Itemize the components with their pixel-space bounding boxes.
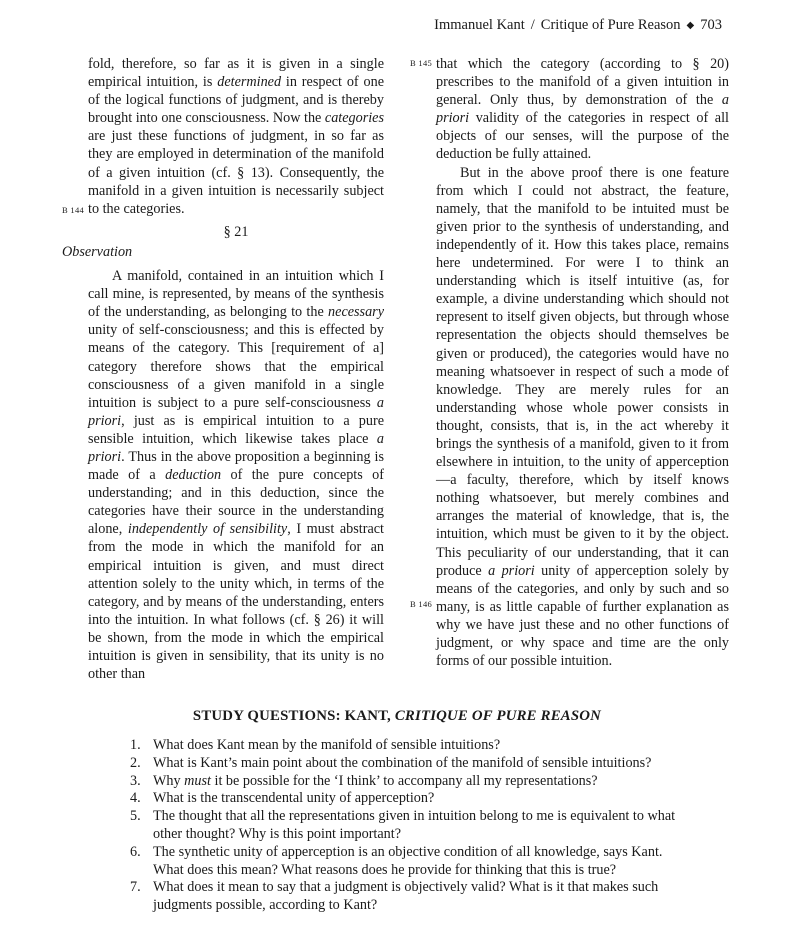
question-number: 1.: [130, 737, 141, 753]
study-question-item: [130, 844, 678, 880]
study-question-item: [130, 755, 678, 773]
running-header: [434, 17, 722, 34]
right-column: [436, 55, 729, 670]
question-text: [153, 755, 678, 773]
header-ornament: ◆: [686, 20, 695, 31]
text-run: are just these functions of judgment, in so far as they are employed in determination of the manifold of a given intuition (cf. § 13). Consequently, the manifold in a given intuition is necessarily subject to the categories.: [88, 128, 384, 217]
text-run: What is Kant’s main point about the combination of the manifold of sensible intuitions?: [153, 754, 652, 771]
left-paragraph-2: [88, 267, 384, 683]
section-heading: § 21: [223, 223, 249, 240]
italic-text: deduction: [165, 467, 222, 484]
study-question-item: [130, 773, 678, 791]
margin-note-b145: B 145: [410, 58, 433, 68]
study-question-item: [130, 808, 678, 844]
study-question-item: [130, 790, 678, 808]
question-text: [153, 773, 678, 791]
italic-text: determined: [217, 74, 282, 91]
question-text: [153, 737, 678, 755]
header-author: Immanuel Kant: [434, 17, 525, 33]
text-run: What does it mean to say that a judgment is objectively valid? What is it that makes such judgments possible, according to Kant?: [153, 879, 659, 914]
italic-text: categories: [324, 110, 384, 127]
italic-text: must: [184, 772, 211, 789]
text-run: , I must abstract from the mode in which the manifold for an empirical intuition is given, and must direct attention solely to the unity which, in terms of the category, and by means of the understanding, enters into the intuition. In what follows (cf. § 26) it will be shown, from the mode in which the empirical intuition is given in sensibility, that its unity is no other than: [88, 521, 384, 683]
margin-note-b144: B 144: [62, 205, 85, 215]
margin-note-b146: B 146: [410, 599, 433, 609]
header-separator: /: [530, 17, 535, 33]
question-number: 7.: [130, 879, 141, 896]
question-number: 5.: [130, 808, 141, 825]
italic-text: necessary: [328, 304, 384, 321]
text-run: that which the category (according to § 20) prescribes to the manifold of a given intuition in general. Only thus, by demonstration of the: [436, 56, 729, 109]
text-run: What is the transcendental unity of apperception?: [153, 790, 435, 807]
italic-text: a priori: [88, 430, 384, 465]
italic-text: a priori: [488, 562, 535, 579]
observation-label: Observation: [62, 243, 133, 260]
right-paragraph-1: [436, 55, 729, 164]
text-run: But in the above proof there is one feature from which I could not abstract, the feature, namely, that the manifold to be intuited must be given prior to the synthesis of understanding, and independently of it. How this takes place, remains here undetermined. For were I to think an understanding which is itself intuitive (as, for example, a divine understanding which should not represent to itself given objects, but through whose representation the objects should themselves be given or produced), the categories would have no meaning whatsoever in respect of such a mode of knowledge. They are merely rules for an understanding whose whole power consists in thought, consists, that is, in the act whereby it brings the synthesis of a manifold, given to it from elsewhere in intuition, to the unity of apperception—a faculty, therefore, which by itself knows nothing whatsoever, but merely combines and arranges the material of knowledge, that is, the intuition, which must be given to it by the object. This peculiarity of our understanding, that it can produce: [436, 164, 729, 579]
study-questions-title-italic: CRITIQUE OF PURE REASON: [394, 708, 602, 724]
text-run: What does Kant mean by the manifold of sensible intuitions?: [153, 737, 501, 753]
italic-text: independently of sensibility: [127, 521, 288, 538]
study-questions-list: [130, 737, 678, 915]
italic-text: a priori: [436, 92, 729, 127]
text-run: The thought that all the representations given in intuition belong to me is equivalent to what other thought? Why is this point important?: [153, 808, 676, 842]
study-questions-title: [0, 708, 794, 725]
left-paragraph-1: [88, 55, 384, 218]
header-book-title: Critique of Pure Reason: [540, 17, 681, 33]
text-run: unity of apperception solely by means of the categories, and only by such and so many, is as little capable of further explanation as why we have just these and no other functions of judgment, or why space and time are the only forms of our possible intuition.: [436, 562, 729, 670]
text-run: The synthetic unity of apperception is an objective condition of all knowledge, says Kant. What does this mean? What reasons does he provide for thinking that this is true?: [153, 843, 663, 878]
text-run: in respect of one of the logical functions of judgment, and is thereby brought into one consciousness. Now the: [88, 74, 384, 127]
question-text: [153, 790, 678, 808]
right-paragraph-2: [436, 164, 729, 671]
study-questions-title-plain: STUDY QUESTIONS: KANT,: [192, 708, 395, 724]
text-run: fold, therefore, so far as it is given in a single empirical intuition, is: [88, 56, 384, 91]
question-number: 4.: [130, 790, 141, 807]
text-run: unity of self-consciousness; and this is effected by means of the category. This [requirement of a] category therefore shows that the empirical consciousness of a given manifold in a single intuition is subject to a pure self-consciousness: [88, 322, 384, 411]
question-text: [153, 879, 678, 915]
text-run: , just as is empirical intuition to a pure sensible intuition, which likewise takes place: [88, 412, 384, 447]
text-run: of the pure concepts of understanding; and in this deduction, since the categories have their source in the understanding alone,: [88, 467, 384, 538]
italic-text: a priori: [88, 394, 384, 429]
study-question-item: [130, 879, 678, 915]
study-question-item: [130, 737, 678, 755]
text-run: it be possible for the ‘I think’ to accompany all my representations?: [210, 772, 598, 789]
text-run: validity of the categories in respect of all objects of our senses, will the purpose of the deduction be fully attained.: [436, 110, 729, 163]
question-number: 2.: [130, 754, 141, 771]
page-number: 703: [700, 17, 722, 33]
question-number: 6.: [130, 843, 141, 860]
question-number: 3.: [130, 772, 141, 789]
question-text: [153, 808, 678, 844]
question-text: [153, 844, 678, 880]
text-run: A manifold, contained in an intuition which I call mine, is represented, by means of the synthesis of the understanding, as belonging to the: [88, 268, 384, 321]
text-run: Why: [153, 772, 185, 789]
text-run: . Thus in the above proposition a beginning is made of a: [88, 448, 384, 484]
